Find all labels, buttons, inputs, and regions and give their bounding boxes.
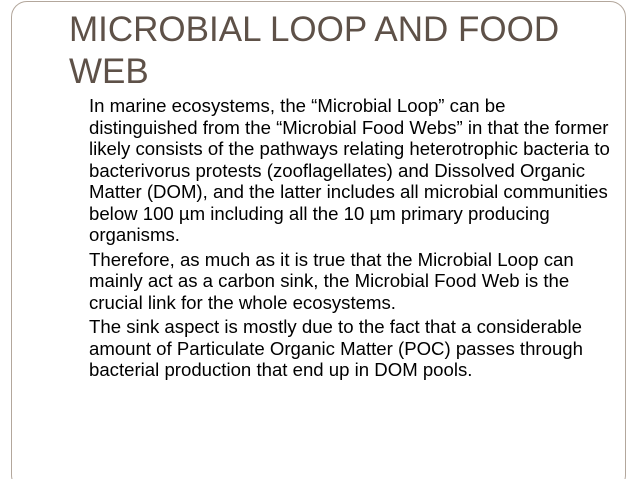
bullet-text: The sink aspect is mostly due to the fact that a considerable amount of Particulate Organic Matter (POC) passes through bacterial production that end up in DOM pools.	[89, 316, 583, 380]
bullet-item	[71, 95, 616, 246]
bullet-list	[71, 95, 616, 384]
bullet-text: Therefore, as much as it is true that the Microbial Loop can mainly act as a carbon sink, the Microbial Food Web is the crucial link for the whole ecosystems.	[89, 248, 574, 313]
slide-title: MICROBIAL LOOP AND FOOD WEB	[69, 10, 560, 91]
bullet-item	[71, 249, 616, 314]
bullet-text: In marine ecosystems, the “Microbial Loop” can be distinguished from the “Microbial Food Webs” in that the former likely consists of the pathways relating heterotrophic bacteria to bacterivorus protests (zooflagellates) and Dissolved Organic Matter (DOM), and the latter includes all microbial communities below 100 µm including all the 10 µm primary producing organisms.	[89, 95, 610, 245]
bullet-item	[71, 316, 616, 381]
